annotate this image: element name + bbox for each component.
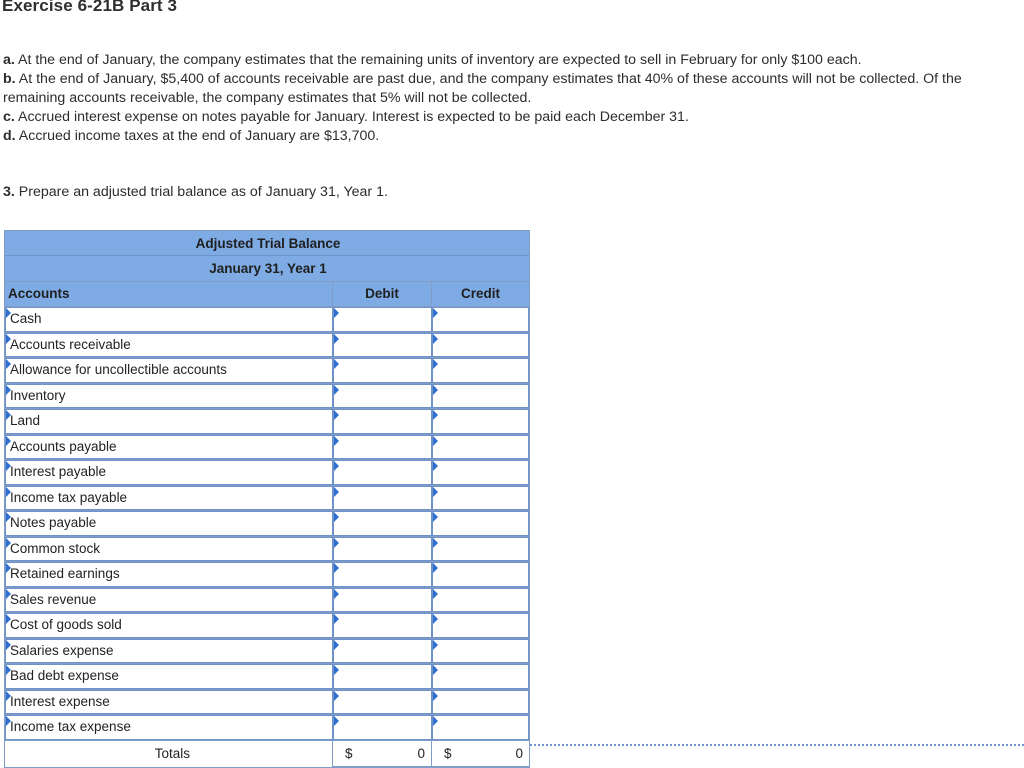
input-flag-icon [433,487,438,497]
table-row [5,639,529,665]
account-input[interactable] [6,538,332,561]
credit-input[interactable] [433,538,528,561]
dropdown-flag-icon [6,334,11,344]
item-d [3,127,1003,146]
debit-input[interactable] [334,334,431,357]
item-c-text: Accrued interest expense on notes payable for January. Interest is expected to be paid each December 31. [14,109,689,125]
input-flag-icon [433,410,438,420]
input-flag-icon [433,589,438,599]
input-flag-icon [433,538,438,548]
account-name: Income tax expense [10,719,131,734]
input-flag-icon [433,614,438,624]
input-flag-icon [334,563,339,573]
credit-input[interactable] [433,436,528,459]
credit-input[interactable] [433,691,528,714]
table-row [5,486,529,512]
account-name: Allowance for uncollectible accounts [10,362,227,377]
account-input[interactable] [6,589,332,612]
debit-input[interactable] [334,487,431,510]
input-flag-icon [433,665,438,675]
credit-input[interactable] [433,614,528,637]
account-name: Notes payable [10,515,97,530]
item-d-text: Accrued income taxes at the end of January are $13,700. [15,128,380,144]
account-name: Income tax payable [10,489,128,505]
debit-input[interactable] [334,563,431,586]
input-flag-icon [334,665,339,675]
page-title: Exercise 6-21B Part 3 [2,0,178,15]
debit-input[interactable] [334,691,431,714]
table-row [5,511,529,537]
account-input[interactable] [6,385,332,408]
account-input[interactable] [6,691,332,714]
input-flag-icon [433,436,438,446]
credit-input[interactable] [433,334,528,357]
input-flag-icon [334,538,339,548]
dropdown-flag-icon [6,461,11,471]
table-row [5,588,529,614]
total-credit-currency: $ [444,745,452,761]
input-flag-icon [334,334,339,344]
debit-input[interactable] [334,436,431,459]
credit-input[interactable] [433,589,528,612]
debit-input[interactable] [334,359,431,382]
item-d-label: d. [3,128,16,144]
account-input[interactable] [6,308,332,331]
total-debit [333,741,432,767]
input-flag-icon [433,563,438,573]
credit-input[interactable] [433,359,528,382]
credit-input[interactable] [433,385,528,408]
debit-input[interactable] [334,614,431,637]
table-row [5,562,529,588]
input-flag-icon [334,385,339,395]
step-label: 3. [3,184,15,200]
dropdown-flag-icon [6,308,11,318]
table-row [5,435,529,461]
input-flag-icon [334,691,339,701]
debit-input[interactable] [334,589,431,612]
account-name: Inventory [10,387,66,403]
input-flag-icon [433,640,438,650]
credit-input[interactable] [433,640,528,663]
account-input[interactable] [6,512,332,535]
table-row [5,460,529,486]
dropdown-flag-icon [6,691,11,701]
total-credit-amount: 0 [515,745,523,761]
dropdown-flag-icon [6,359,11,369]
item-b-text: At the end of January, $5,400 of accounts receivable are past due, and the company estimates that 40% of these accounts will not be collected. Of the remaining accounts receivable, the company estimates that 5% will not be collected. [3,71,962,106]
input-flag-icon [433,461,438,471]
input-flag-icon [334,487,339,497]
header-divider [5,255,529,256]
item-c-label: c. [3,109,15,125]
input-flag-icon [334,308,339,318]
input-flag-icon [433,385,438,395]
input-flag-icon [433,359,438,369]
account-name: Cost of goods sold [10,617,122,632]
col-credit: Credit [460,286,500,301]
dropdown-flag-icon [6,436,11,446]
credit-input[interactable] [433,665,528,688]
input-flag-icon [334,640,339,650]
table-body [5,307,529,740]
debit-input[interactable] [334,461,431,484]
input-flag-icon [334,436,339,446]
column-headers [5,282,529,307]
item-b [3,70,1003,108]
account-name: Common stock [10,540,101,556]
input-flag-icon [334,461,339,471]
dropdown-flag-icon [6,512,11,522]
problem-text [3,51,1003,146]
account-name: Cash [10,311,42,326]
dropdown-flag-icon [6,563,11,573]
step-instruction [3,184,388,200]
input-flag-icon [433,334,438,344]
table-title: Adjusted Trial Balance [195,236,341,251]
account-input[interactable] [6,461,332,484]
table-row [5,537,529,563]
account-name: Land [10,413,41,428]
table-row [5,333,529,359]
account-name: Accounts payable [10,438,117,454]
dropdown-flag-icon [6,385,11,395]
debit-input[interactable] [334,308,431,331]
item-a-text: At the end of January, the company estimates that the remaining units of inventory are expected to sell in February for only $100 each. [14,52,862,68]
account-name: Interest expense [10,693,110,709]
dotted-divider [530,744,1024,746]
account-input[interactable] [6,640,332,663]
debit-input[interactable] [334,716,431,739]
total-credit [432,741,529,767]
input-flag-icon [334,589,339,599]
table-row [5,690,529,716]
account-input[interactable] [6,716,332,739]
item-b-label: b. [3,71,16,87]
account-name: Salaries expense [10,642,114,658]
step-text: Prepare an adjusted trial balance as of January 31, Year 1. [14,184,388,200]
debit-input[interactable] [334,538,431,561]
dropdown-flag-icon [6,487,11,497]
dropdown-flag-icon [6,640,11,650]
table-row [5,384,529,410]
input-flag-icon [334,359,339,369]
account-name: Bad debt expense [10,668,119,683]
table-date: January 31, Year 1 [209,261,327,276]
item-a-label: a. [3,52,15,68]
account-input[interactable] [6,665,332,688]
credit-input[interactable] [433,512,528,535]
dropdown-flag-icon [6,538,11,548]
account-input[interactable] [6,359,332,382]
table-row [5,409,529,435]
debit-input[interactable] [334,385,431,408]
table-row [5,307,529,333]
account-input[interactable] [6,614,332,637]
input-flag-icon [334,716,339,726]
item-c [3,108,1003,127]
credit-input[interactable] [433,716,528,739]
table-header [5,231,529,282]
table-row [5,613,529,639]
account-name: Sales revenue [10,591,97,607]
input-flag-icon [433,512,438,522]
input-flag-icon [433,308,438,318]
col-accounts: Accounts [5,282,333,306]
dropdown-flag-icon [6,716,11,726]
input-flag-icon [334,614,339,624]
account-input[interactable] [6,563,332,586]
account-input[interactable] [6,410,332,433]
total-debit-amount: 0 [417,745,425,761]
dropdown-flag-icon [6,665,11,675]
input-flag-icon [334,410,339,420]
account-input[interactable] [6,334,332,357]
input-flag-icon [433,716,438,726]
credit-input[interactable] [433,563,528,586]
credit-input[interactable] [433,487,528,510]
account-name: Interest payable [10,464,107,479]
credit-input[interactable] [433,308,528,331]
table-row [5,664,529,690]
totals-label: Totals [5,741,333,767]
table-row [5,358,529,384]
totals-row [5,740,529,767]
dropdown-flag-icon [6,410,11,420]
account-name: Retained earnings [10,566,120,581]
debit-input[interactable] [334,512,431,535]
input-flag-icon [433,691,438,701]
table-row [5,715,529,740]
col-debit: Debit [333,282,432,306]
credit-input[interactable] [433,461,528,484]
account-input[interactable] [6,436,332,459]
item-a [3,51,1003,70]
debit-input[interactable] [334,640,431,663]
debit-input[interactable] [334,665,431,688]
account-name: Accounts receivable [10,336,131,352]
total-debit-currency: $ [345,745,353,761]
debit-input[interactable] [334,410,431,433]
input-flag-icon [334,512,339,522]
adjusted-trial-balance-table [4,230,530,768]
dropdown-flag-icon [6,614,11,624]
account-input[interactable] [6,487,332,510]
credit-input[interactable] [433,410,528,433]
dropdown-flag-icon [6,589,11,599]
